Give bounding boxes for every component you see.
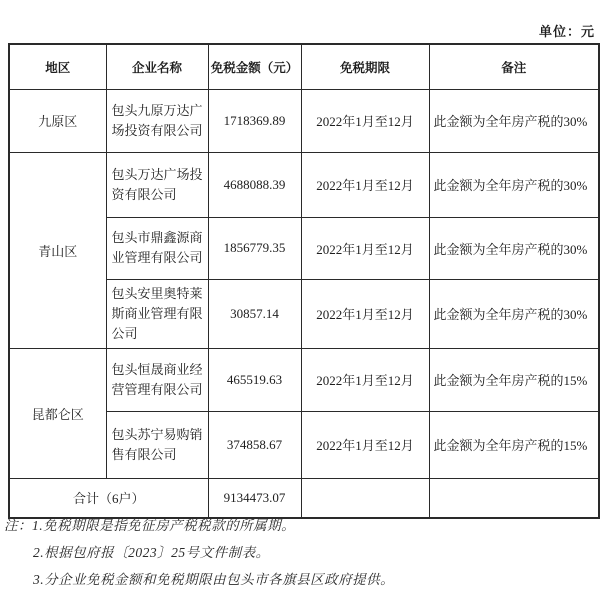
- region-cell: 九原区: [9, 89, 106, 152]
- company-cell: 包头万达广场投资有限公司: [106, 152, 208, 217]
- remark-cell: 此金额为全年房产税的30%: [429, 217, 599, 279]
- remark-cell: 此金额为全年房产税的30%: [429, 152, 599, 217]
- amount-cell: 4688088.39: [208, 152, 301, 217]
- table-row: [9, 348, 599, 411]
- region-cell: 昆都仑区: [9, 348, 106, 478]
- remark-cell: 此金额为全年房产税的15%: [429, 411, 599, 478]
- period-cell: 2022年1月至12月: [301, 89, 429, 152]
- column-header-remark: 备注: [429, 44, 599, 89]
- note-text: 1.免税期限是指免征房产税税款的所属期。: [32, 518, 296, 533]
- table-row: [9, 89, 599, 152]
- notes-prefix: 注：: [4, 518, 32, 533]
- column-header-amount: 免税金额（元）: [208, 44, 301, 89]
- tax-exemption-table: [8, 43, 600, 519]
- company-cell: 包头苏宁易购销售有限公司: [106, 411, 208, 478]
- company-cell: 包头九原万达广场投资有限公司: [106, 89, 208, 152]
- period-cell: 2022年1月至12月: [301, 411, 429, 478]
- remark-cell: 此金额为全年房产税的15%: [429, 348, 599, 411]
- company-cell: 包头市鼎鑫源商业管理有限公司: [106, 217, 208, 279]
- column-header-period: 免税期限: [301, 44, 429, 89]
- period-cell: 2022年1月至12月: [301, 279, 429, 348]
- period-cell: 2022年1月至12月: [301, 152, 429, 217]
- total-label-cell: 合计（6户）: [9, 478, 208, 518]
- region-cell: 青山区: [9, 152, 106, 348]
- note-line: [4, 512, 394, 539]
- amount-cell: 1856779.35: [208, 217, 301, 279]
- company-cell: 包头安里奥特莱斯商业管理有限公司: [106, 279, 208, 348]
- amount-cell: 374858.67: [208, 411, 301, 478]
- total-amount-cell: 9134473.07: [208, 478, 301, 518]
- period-cell: 2022年1月至12月: [301, 217, 429, 279]
- unit-label: 单位：元: [538, 24, 595, 39]
- table-row: [9, 152, 599, 217]
- total-remark-cell-empty: [429, 478, 599, 518]
- column-header-region: 地区: [9, 44, 106, 89]
- period-cell: 2022年1月至12月: [301, 348, 429, 411]
- amount-cell: 1718369.89: [208, 89, 301, 152]
- remark-cell: 此金额为全年房产税的30%: [429, 89, 599, 152]
- note-line: 2.根据包府报〔2023〕25号文件制表。: [33, 545, 270, 560]
- notes: [4, 512, 394, 593]
- note-line: 3.分企业免税金额和免税期限由包头市各旗县区政府提供。: [33, 572, 395, 587]
- amount-cell: 30857.14: [208, 279, 301, 348]
- remark-cell: 此金额为全年房产税的30%: [429, 279, 599, 348]
- amount-cell: 465519.63: [208, 348, 301, 411]
- column-header-company: 企业名称: [106, 44, 208, 89]
- header-row: [9, 44, 599, 89]
- company-cell: 包头恒晟商业经营管理有限公司: [106, 348, 208, 411]
